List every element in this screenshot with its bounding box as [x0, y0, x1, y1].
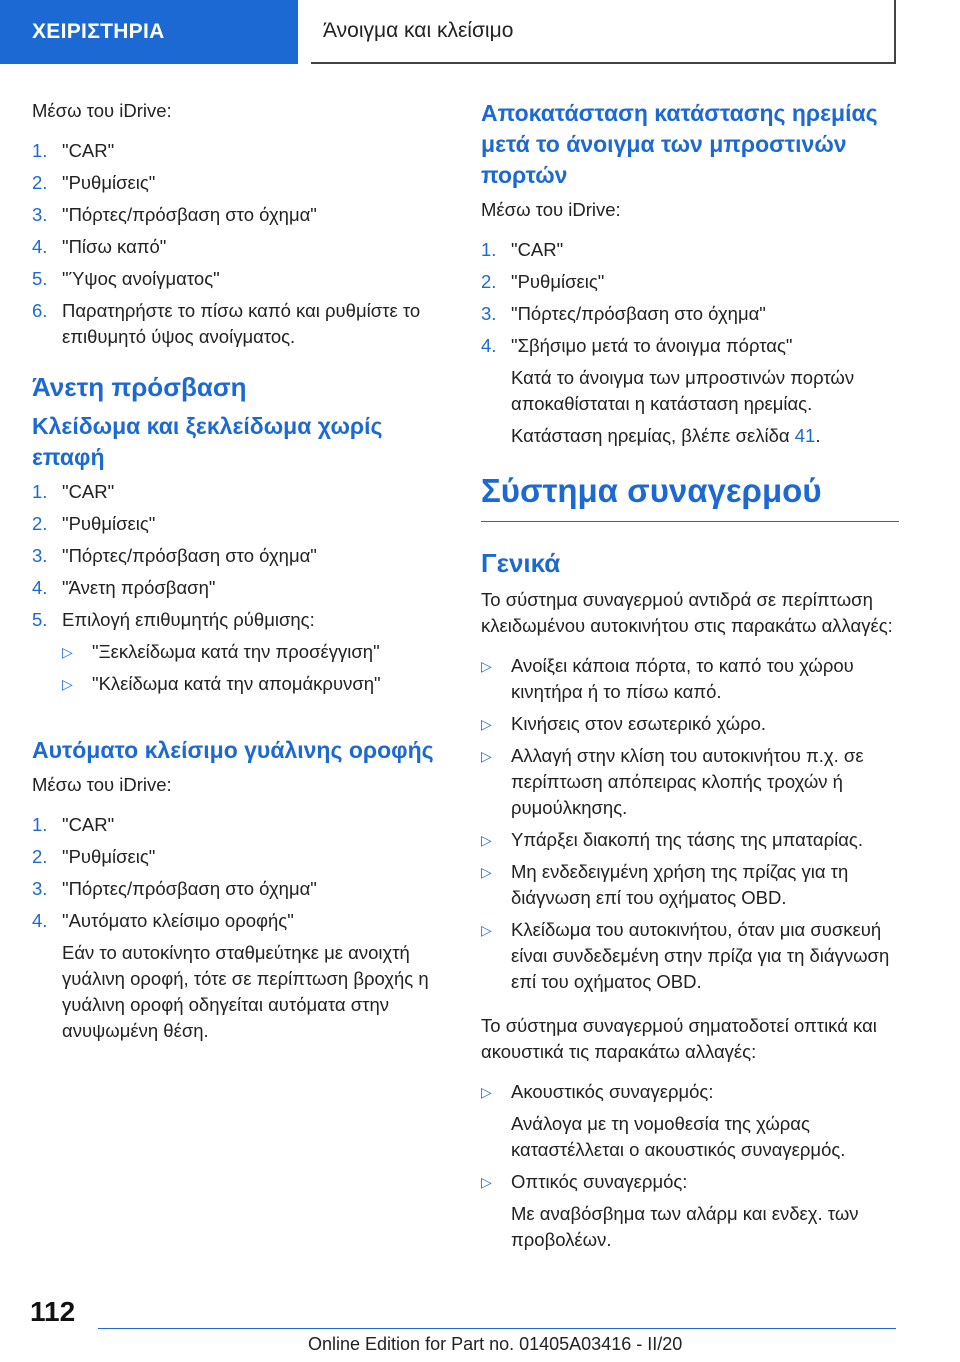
list-item: 3. "Πόρτες/πρόσβαση στο όχημα" [32, 204, 317, 225]
triangle-bullet-icon: ▷ [481, 716, 492, 732]
list-item: 3. "Πόρτες/πρόσβαση στο όχημα" [481, 303, 766, 324]
list-item: ▷ Υπάρξει διακοπή της τάσης της μπαταρίας. [481, 827, 899, 853]
triangle-bullet-icon: ▷ [481, 922, 492, 938]
heading-divider [481, 521, 899, 522]
list-item: 6. Παρατηρήστε το πίσω καπό και ρυθμίστε το επιθυμητό ύψος ανοίγματος. [32, 300, 421, 347]
triangle-bullet-icon: ▷ [62, 676, 73, 692]
list-item: 1. "CAR" [32, 481, 115, 502]
list-item: 2. "Ρυθμίσεις" [32, 513, 156, 534]
alarm-triggers [481, 653, 899, 995]
list-item: ▷ Μη ενδεδειγμένη χρήση της πρίζας για τη διάγνωση επί του οχήματος OBD. [481, 859, 899, 911]
list-item: 4. "Αυτόματο κλείσιμο οροφής" Εάν το αυτοκίνητο σταθμεύτηκε με ανοιχτή γυάλινη οροφή, τότε σε περίπτωση βροχής η γυάλινη οροφή οδηγείται αυτόματα στην ανυψωμένη θέση. [32, 908, 442, 1044]
list-item: 1. "CAR" [481, 239, 564, 260]
left-column [32, 98, 442, 1064]
footer-divider [98, 1328, 896, 1329]
triangle-bullet-icon: ▷ [481, 658, 492, 674]
list-item: ▷ Αλλαγή στην κλίση του αυτοκινήτου π.χ. σε περίπτωση απόπειρας κλοπής τροχών ή ρυμούλκησης. [481, 743, 899, 821]
list-item: ▷ "Κλείδωμα κατά την απομάκρυνση" [62, 671, 442, 697]
section-tab: ΧΕΙΡΙΣΤΗΡΙΑ [0, 0, 298, 64]
list-item: 3. "Πόρτες/πρόσβαση στο όχημα" [32, 545, 317, 566]
triangle-bullet-icon: ▷ [481, 832, 492, 848]
rest-reference: Κατάσταση ηρεμίας, βλέπε σελίδα 41. [511, 425, 821, 446]
list-item: 5. Επιλογή επιθυμητής ρύθμισης: ▷ "Ξεκλείδωμα κατά την προσέγγιση" ▷ "Κλείδωμα κατά την απομάκρυνση" [32, 607, 442, 715]
tailgate-steps [32, 138, 442, 350]
intro-text: Μέσω του iDrive: [32, 774, 172, 795]
edition-info: Online Edition for Part no. 01405A03416 - II/20 [308, 1334, 683, 1354]
subheading-auto-roof-close: Αυτόματο κλείσιμο γυάλινης οροφής [32, 737, 434, 763]
list-item: 2. "Ρυθμίσεις" [481, 271, 605, 292]
list-item: 2. "Ρυθμίσεις" [32, 846, 156, 867]
subheading-general: Γενικά [481, 548, 561, 578]
intro-text: Μέσω του iDrive: [32, 100, 172, 121]
subheading-rest-state: Αποκατάσταση κατάστασης ηρεμίας μετά το άνοιγμα των μπροστινών πορτών [481, 100, 878, 188]
list-item: 3. "Πόρτες/πρόσβαση στο όχημα" [32, 878, 317, 899]
page-link[interactable]: 41 [794, 425, 816, 446]
triangle-bullet-icon: ▷ [481, 748, 492, 764]
list-item: ▷ Κλείδωμα του αυτοκινήτου, όταν μια συσκευή είναι συνδεδεμένη στην πρίζα για τη διάγνωση επί του οχήματος OBD. [481, 917, 899, 995]
intro-text: Μέσω του iDrive: [481, 199, 621, 220]
list-item: 4. "Άνετη πρόσβαση" [32, 577, 216, 598]
list-item: ▷ Ακουστικός συναγερμός: Ανάλογα με τη νομοθεσία της χώρας καταστέλλεται ο ακουστικός συναγερμός. [481, 1079, 899, 1163]
list-item: 1. "CAR" [32, 814, 115, 835]
list-item: 1. "CAR" [32, 140, 115, 161]
general-paragraph: Το σύστημα συναγερμού σηματοδοτεί οπτικά και ακουστικά τις παρακάτω αλλαγές: [481, 1015, 877, 1062]
list-item: ▷ Οπτικός συναγερμός: Με αναβόσβημα των αλάρμ και ενδεχ. των προβολέων. [481, 1169, 899, 1253]
list-item: ▷ Κινήσεις στον εσωτερικό χώρο. [481, 711, 899, 737]
triangle-bullet-icon: ▷ [481, 864, 492, 880]
comfort-access-steps [32, 479, 442, 715]
list-item: 4. "Πίσω καπό" [32, 236, 167, 257]
rest-note: Κατά το άνοιγμα των μπροστινών πορτών αποκαθίσταται η κατάσταση ηρεμίας. [511, 367, 855, 414]
chapter-title: Άνοιγμα και κλείσιμο [311, 0, 896, 64]
roof-steps [32, 812, 442, 1044]
subheading-contactless-locking: Κλείδωμα και ξεκλείδωμα χωρίς επαφή [32, 413, 383, 470]
alarm-signals [481, 1079, 899, 1253]
list-item: 4. "Σβήσιμο μετά το άνοιγμα πόρτας" Κατά το άνοιγμα των μπροστινών πορτών αποκαθίσταται η κατάσταση ηρεμίας. Κατάσταση ηρεμίας, βλέπε σελίδα 41. [481, 333, 899, 449]
triangle-bullet-icon: ▷ [481, 1084, 492, 1100]
list-item: ▷ Ανοίξει κάποια πόρτα, το καπό του χώρου κινητήρα ή το πίσω καπό. [481, 653, 899, 705]
rest-state-steps [481, 237, 899, 449]
setting-options [62, 639, 442, 697]
section-heading-comfort-access: Άνετη πρόσβαση [32, 372, 247, 402]
right-column [481, 98, 899, 1271]
triangle-bullet-icon: ▷ [481, 1174, 492, 1190]
triangle-bullet-icon: ▷ [62, 644, 73, 660]
page-number: 112 [30, 1296, 76, 1327]
general-paragraph: Το σύστημα συναγερμού αντιδρά σε περίπτωση κλειδωμένου αυτοκινήτου στις παρακάτω αλλαγές: [481, 589, 893, 636]
list-item: ▷ "Ξεκλείδωμα κατά την προσέγγιση" [62, 639, 442, 665]
list-item: 2. "Ρυθμίσεις" [32, 172, 156, 193]
list-item: 5. "Ύψος ανοίγματος" [32, 268, 220, 289]
roof-note: Εάν το αυτοκίνητο σταθμεύτηκε με ανοιχτή γυάλινη οροφή, τότε σε περίπτωση βροχής η γυάλινη οροφή οδηγείται αυτόματα στην ανυψωμένη θέση. [62, 942, 429, 1041]
section-heading-alarm-system: Σύστημα συναγερμού [481, 472, 822, 509]
